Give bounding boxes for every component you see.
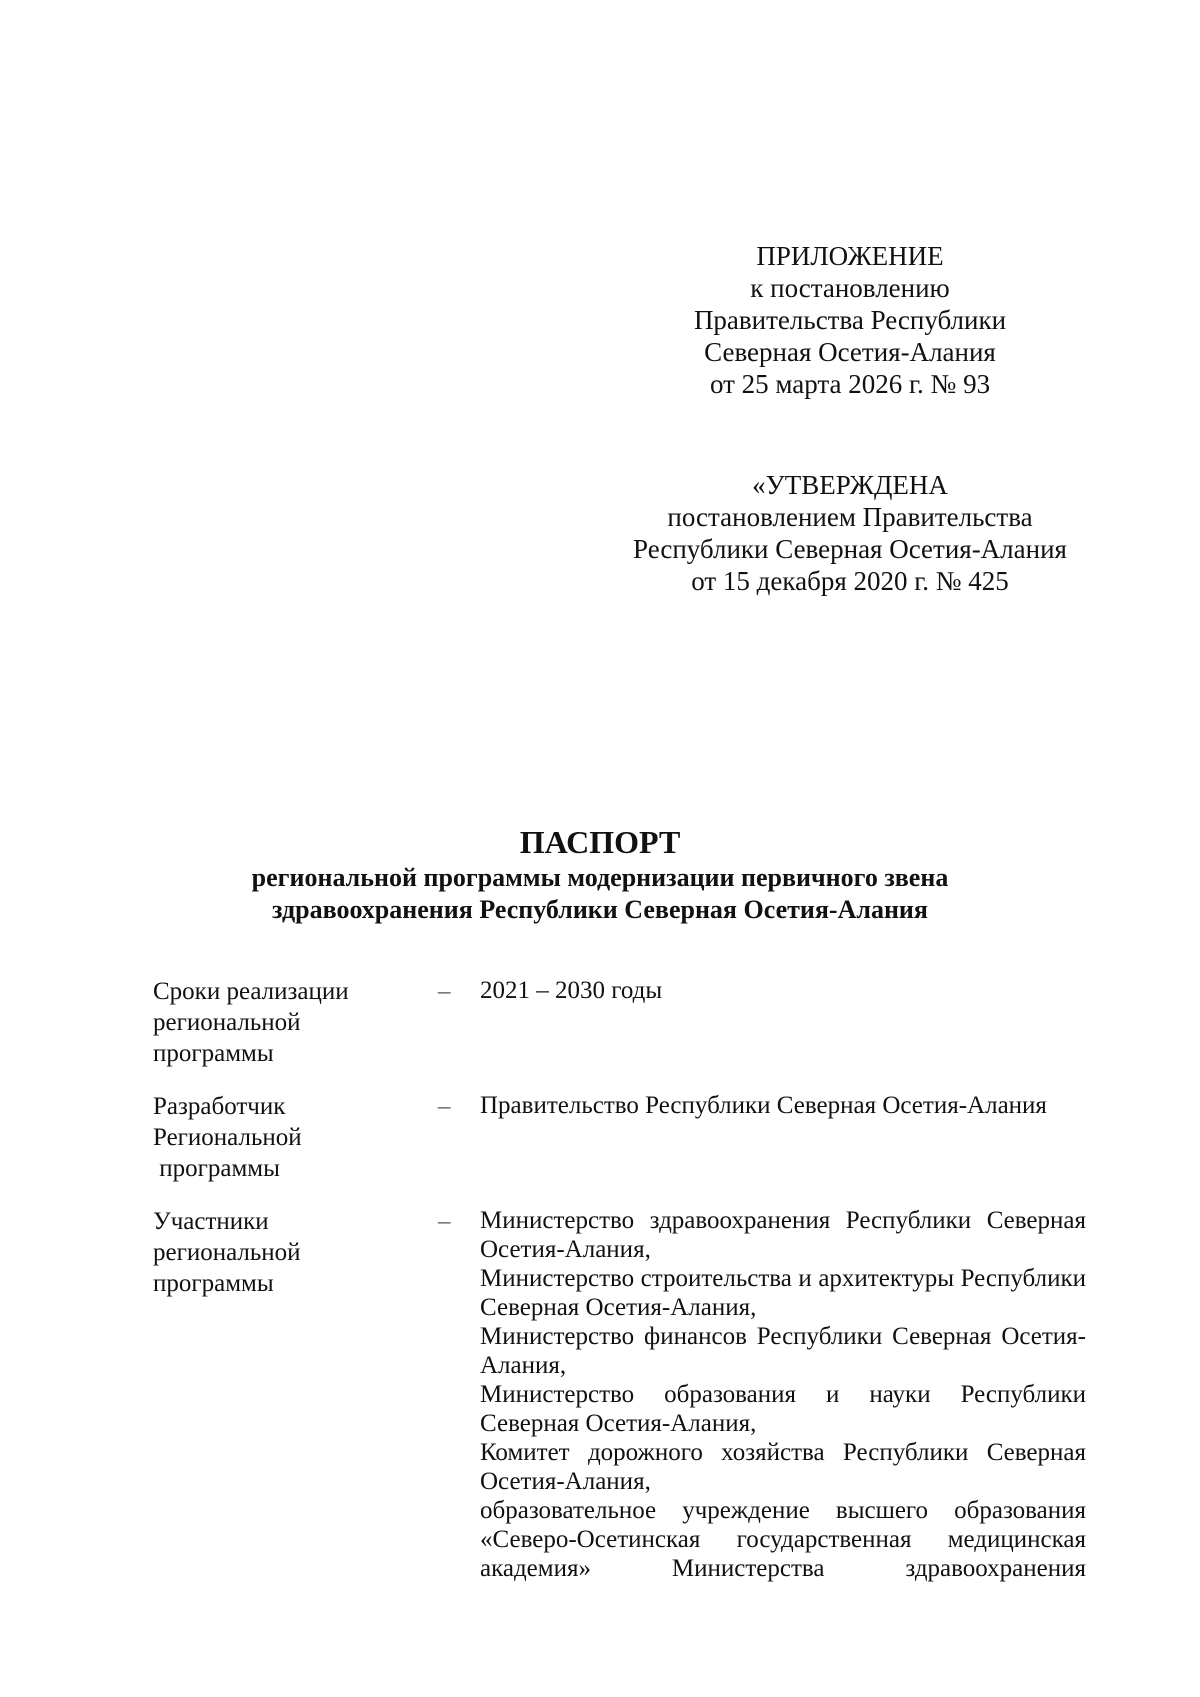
row-value <box>480 976 1086 1069</box>
title-main: ПАСПОРТ <box>519 824 681 860</box>
appendix-line: от 25 марта 2026 г. № 93 <box>709 369 991 399</box>
row-label-line: региональной <box>153 1009 301 1036</box>
row-value-text: 2021 – 2030 годы <box>480 977 663 1004</box>
appendix-line: Правительства Республики <box>693 305 1007 335</box>
approval-stamp-text <box>590 469 1110 597</box>
row-label-line: программы <box>153 1155 280 1182</box>
participant-item: Министерство финансов Республики Северная Осетия-Алания, <box>480 1323 1086 1379</box>
passport-row-participants <box>153 1206 1093 1583</box>
approval-line: Республики Северная Осетия-Алания <box>633 534 1067 564</box>
row-value-text: Правительство Республики Северная Осетия-Алания <box>480 1092 1047 1119</box>
passport-row-terms <box>153 976 1093 1069</box>
row-value <box>480 1206 1086 1583</box>
row-dash: – <box>438 1093 451 1120</box>
title-subtitle-line-1: региональной программы модернизации первичного звена <box>251 863 949 892</box>
participant-item: Министерство образования и науки Республики Северная Осетия-Алания, <box>480 1381 1086 1437</box>
passport-table <box>153 976 1093 1605</box>
row-label-line: Сроки реализации <box>153 978 349 1005</box>
approval-line: постановлением Правительства <box>667 502 1033 532</box>
document-title <box>140 822 1060 926</box>
row-label <box>153 1091 438 1184</box>
participant-item: образовательное учреждение высшего образования «Северо-Осетинская государственная медицинская академия» Министерства здравоохранения <box>480 1497 1086 1582</box>
passport-row-developer <box>153 1091 1093 1184</box>
row-dash: – <box>438 1208 451 1235</box>
row-label-line: программы <box>153 1270 274 1297</box>
appendix-header <box>640 240 1060 400</box>
participant-item: Министерство здравоохранения Республики Северная Осетия-Алания, <box>480 1207 1086 1263</box>
participant-item: Комитет дорожного хозяйства Республики Северная Осетия-Алания, <box>480 1439 1086 1495</box>
appendix-line: ПРИЛОЖЕНИЕ <box>756 241 944 271</box>
row-dash: – <box>438 978 451 1005</box>
approval-line: «УТВЕРЖДЕНА <box>752 470 948 500</box>
appendix-line: Северная Осетия-Алания <box>704 337 996 367</box>
appendix-line: к постановлению <box>750 273 950 303</box>
participant-item: Министерство строительства и архитектуры Республики Северная Осетия-Алания, <box>480 1265 1086 1321</box>
approval-line: от 15 декабря 2020 г. № 425 <box>691 566 1009 596</box>
title-subtitle-line-2: здравоохранения Республики Северная Осетия-Алания <box>272 895 928 924</box>
row-label-line: программы <box>153 1040 274 1067</box>
row-label <box>153 976 438 1069</box>
row-label <box>153 1206 438 1583</box>
row-label-line: Разработчик <box>153 1093 286 1120</box>
row-value <box>480 1091 1086 1184</box>
row-label-line: Участники <box>153 1208 269 1235</box>
row-label-line: Региональной <box>153 1124 302 1151</box>
row-label-line: региональной <box>153 1239 301 1266</box>
